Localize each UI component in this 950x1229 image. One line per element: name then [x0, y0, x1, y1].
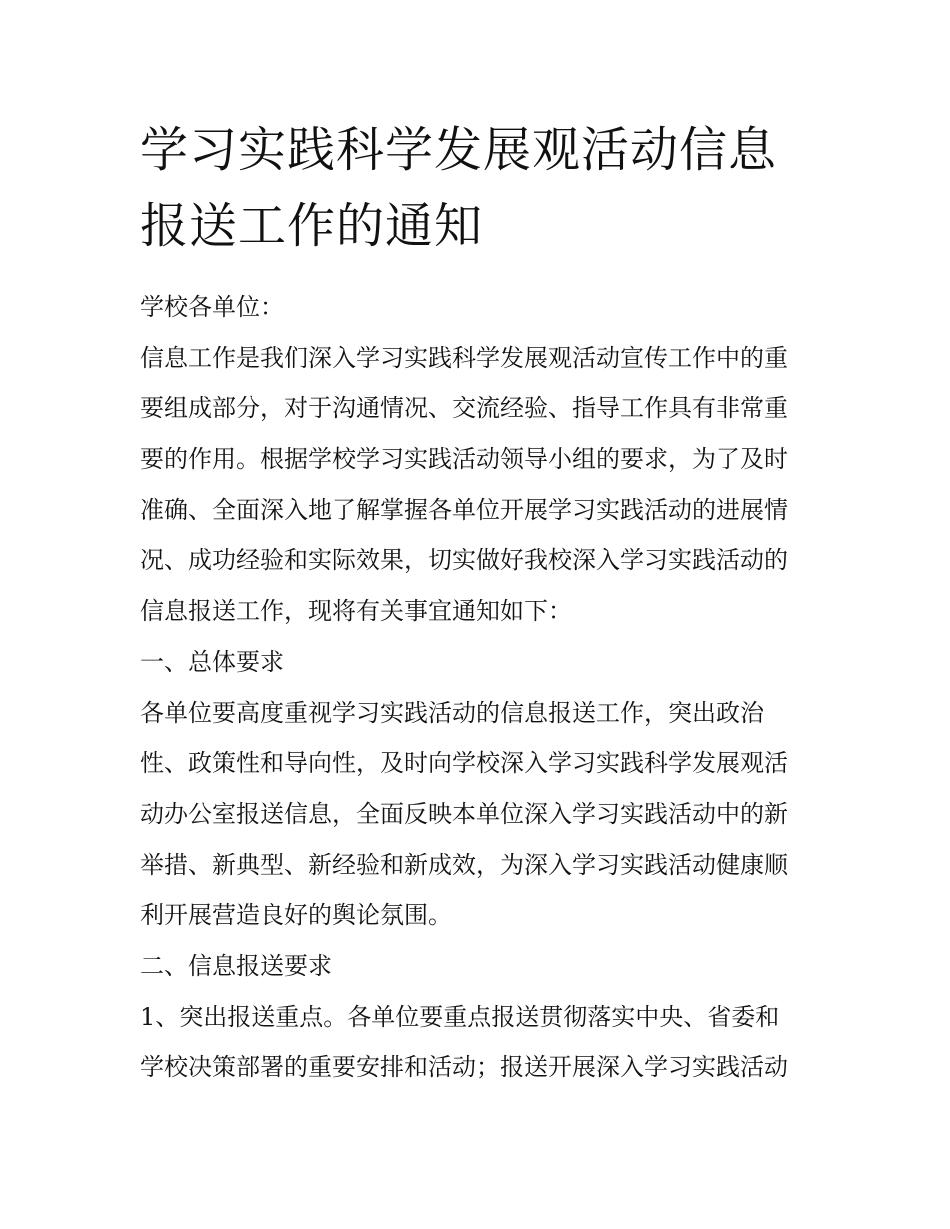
- body-line: 动办公室报送信息，全面反映本单位深入学习实践活动中的新: [140, 799, 788, 828]
- body-line: 学校决策部署的重要安排和活动；报送开展深入学习实践活动: [140, 1053, 788, 1082]
- body-line: 各单位要高度重视学习实践活动的信息报送工作，突出政治: [140, 698, 764, 727]
- body-line: 利开展营造良好的舆论氛围。: [140, 901, 452, 930]
- section-heading: 二、信息报送要求: [140, 951, 332, 980]
- document-body: [140, 282, 820, 1093]
- body-line: 信息报送工作，现将有关事宜通知如下：: [140, 597, 572, 626]
- body-line: 况、成功经验和实际效果，切实做好我校深入学习实践活动的: [140, 546, 788, 575]
- body-line: 1、突出报送重点。各单位要重点报送贯彻落实中央、省委和: [140, 1002, 780, 1031]
- body-line: 信息工作是我们深入学习实践科学发展观活动宣传工作中的重: [140, 343, 788, 372]
- title-line: 报送工作的通知: [140, 198, 484, 254]
- body-line: 准确、全面深入地了解掌握各单位开展学习实践活动的进展情: [140, 495, 788, 524]
- document-page: [140, 112, 820, 1093]
- salutation: 学校各单位：: [140, 293, 284, 321]
- body-line: 要的作用。根据学校学习实践活动领导小组的要求，为了及时: [140, 445, 788, 474]
- section-heading: 一、总体要求: [140, 647, 284, 676]
- body-line: 性、政策性和导向性，及时向学校深入学习实践科学发展观活: [140, 749, 788, 778]
- body-line: 要组成部分，对于沟通情况、交流经验、指导工作具有非常重: [140, 394, 788, 423]
- document-title: [140, 112, 820, 264]
- title-line: 学习实践科学发展观活动信息: [140, 122, 778, 178]
- body-line: 举措、新典型、新经验和新成效，为深入学习实践活动健康顺: [140, 850, 788, 879]
